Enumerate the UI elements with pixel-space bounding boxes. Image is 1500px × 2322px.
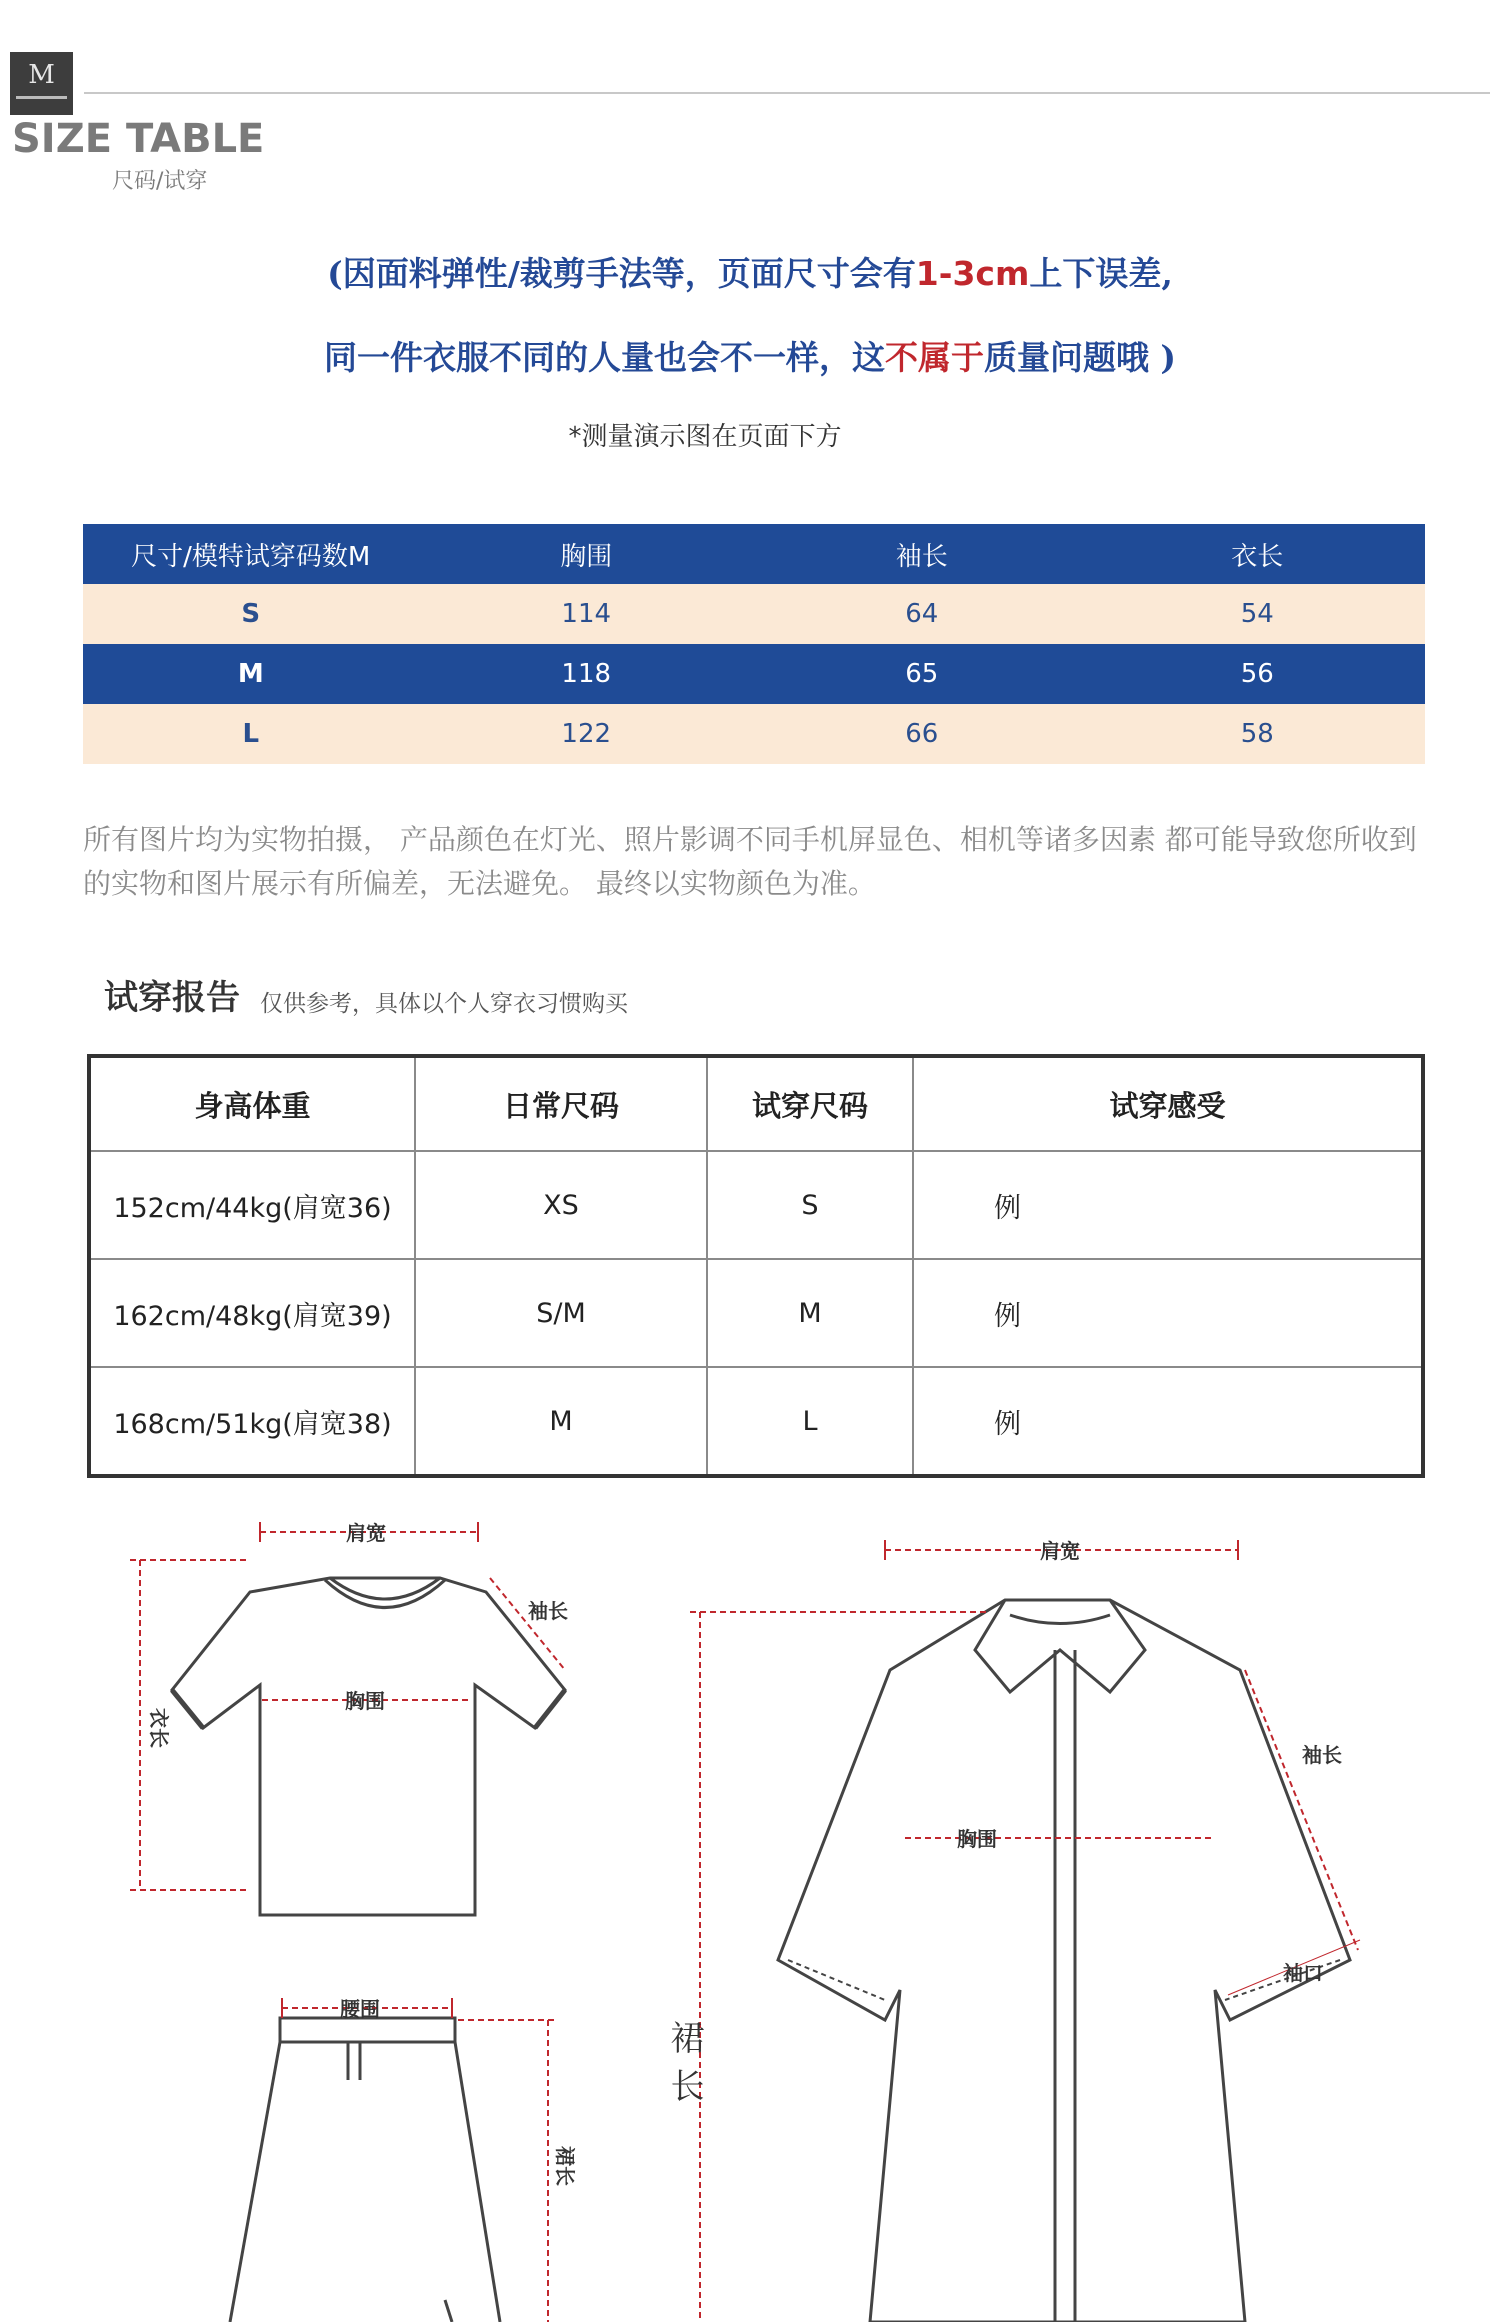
feeling-cell: 例 xyxy=(913,1367,1423,1476)
notice-text: 同一件衣服不同的人量也会不一样，这 xyxy=(323,338,885,377)
notice-line-2 xyxy=(0,332,1500,379)
try-on-table xyxy=(87,1054,1425,1478)
notice-line-1 xyxy=(0,248,1500,295)
usual-size-cell: M xyxy=(415,1367,707,1476)
tshirt-diagram xyxy=(172,1578,565,1915)
skirt-length-label: 裙长 xyxy=(553,2146,577,2186)
header-divider xyxy=(84,92,1490,94)
tried-size-cell: M xyxy=(707,1259,913,1367)
feeling-cell: 例 xyxy=(913,1259,1423,1367)
size-cell: L xyxy=(83,704,419,764)
tried-size-header: 试穿尺码 xyxy=(707,1056,913,1151)
table-row xyxy=(83,704,1425,764)
skirt-waist-label: 腰围 xyxy=(340,1997,380,2021)
dress-shoulder-label: 肩宽 xyxy=(1040,1539,1080,1563)
height-weight-cell: 162cm/48kg(肩宽39) xyxy=(89,1259,415,1367)
table-row xyxy=(83,644,1425,704)
height-weight-header: 身高体重 xyxy=(89,1056,415,1151)
sleeve-cell: 66 xyxy=(754,704,1090,764)
table-row xyxy=(89,1259,1423,1367)
skirt-measure-lines xyxy=(282,1998,555,2322)
size-cell: S xyxy=(83,584,419,644)
tried-size-cell: S xyxy=(707,1151,913,1259)
report-title: 试穿报告 xyxy=(104,978,240,1018)
length-cell: 58 xyxy=(1090,704,1426,764)
usual-size-cell: S/M xyxy=(415,1259,707,1367)
length-col-header: 衣长 xyxy=(1090,524,1426,584)
size-table xyxy=(83,524,1425,764)
usual-size-header: 日常尺码 xyxy=(415,1056,707,1151)
logo-letter: M xyxy=(28,60,55,90)
report-note: 仅供参考，具体以个人穿衣习惯购买 xyxy=(260,991,628,1017)
notice-text: 上下误差, xyxy=(1029,254,1173,293)
feeling-cell: 例 xyxy=(913,1151,1423,1259)
table-row xyxy=(89,1367,1423,1476)
tshirt-sleeve-label: 袖长 xyxy=(528,1599,568,1623)
size-col-header: 尺寸/模特试穿码数M xyxy=(83,524,419,584)
height-weight-cell: 152cm/44kg(肩宽36) xyxy=(89,1151,415,1259)
chest-cell: 118 xyxy=(419,644,755,704)
measurement-diagrams xyxy=(0,1520,1500,2322)
sleeve-col-header: 袖长 xyxy=(754,524,1090,584)
dress-length-label: 裙长 xyxy=(664,2020,704,2116)
dress-cuff-label: 袖口 xyxy=(1283,1961,1323,1985)
table-row xyxy=(83,584,1425,644)
notice-text: (因面料弹性/裁剪手法等，页面尺寸会有 xyxy=(327,254,916,293)
page-subtitle: 尺码/试穿 xyxy=(112,169,208,194)
size-cell: M xyxy=(83,644,419,704)
dress-sleeve-label: 袖长 xyxy=(1302,1743,1342,1767)
try-on-header xyxy=(89,1056,1423,1151)
tshirt-chest-label: 胸围 xyxy=(345,1689,385,1713)
notice-text: 质量问题哦 ) xyxy=(983,338,1177,377)
skirt-diagram xyxy=(230,2018,500,2322)
length-cell: 56 xyxy=(1090,644,1426,704)
sleeve-cell: 65 xyxy=(754,644,1090,704)
table-row xyxy=(89,1151,1423,1259)
feeling-header: 试穿感受 xyxy=(913,1056,1423,1151)
shirt-dress-diagram xyxy=(778,1600,1350,2322)
sleeve-cell: 64 xyxy=(754,584,1090,644)
page-title: SIZE TABLE xyxy=(12,116,265,162)
photo-disclaimer: 所有图片均为实物拍摄， 产品颜色在灯光、照片影调不同手机屏显色、相机等诸多因素 都可能导致您所收到的实物和图片展示有所偏差，无法避免。 最终以实物颜色为准。 xyxy=(83,823,1417,900)
chest-cell: 114 xyxy=(419,584,755,644)
notice-highlight: 1-3cm xyxy=(915,254,1030,293)
dress-chest-label: 胸围 xyxy=(957,1827,997,1851)
chest-col-header: 胸围 xyxy=(419,524,755,584)
height-weight-cell: 168cm/51kg(肩宽38) xyxy=(89,1367,415,1476)
tshirt-length-label: 衣长 xyxy=(147,1708,171,1748)
usual-size-cell: XS xyxy=(415,1151,707,1259)
measure-hint: *测量演示图在页面下方 xyxy=(568,422,842,452)
notice-highlight: 不属于 xyxy=(884,338,984,377)
tshirt-shoulder-label: 肩宽 xyxy=(346,1521,386,1545)
tried-size-cell: L xyxy=(707,1367,913,1476)
chest-cell: 122 xyxy=(419,704,755,764)
brand-logo xyxy=(10,52,73,115)
logo-underline xyxy=(16,96,67,99)
length-cell: 54 xyxy=(1090,584,1426,644)
size-table-header xyxy=(83,524,1425,584)
